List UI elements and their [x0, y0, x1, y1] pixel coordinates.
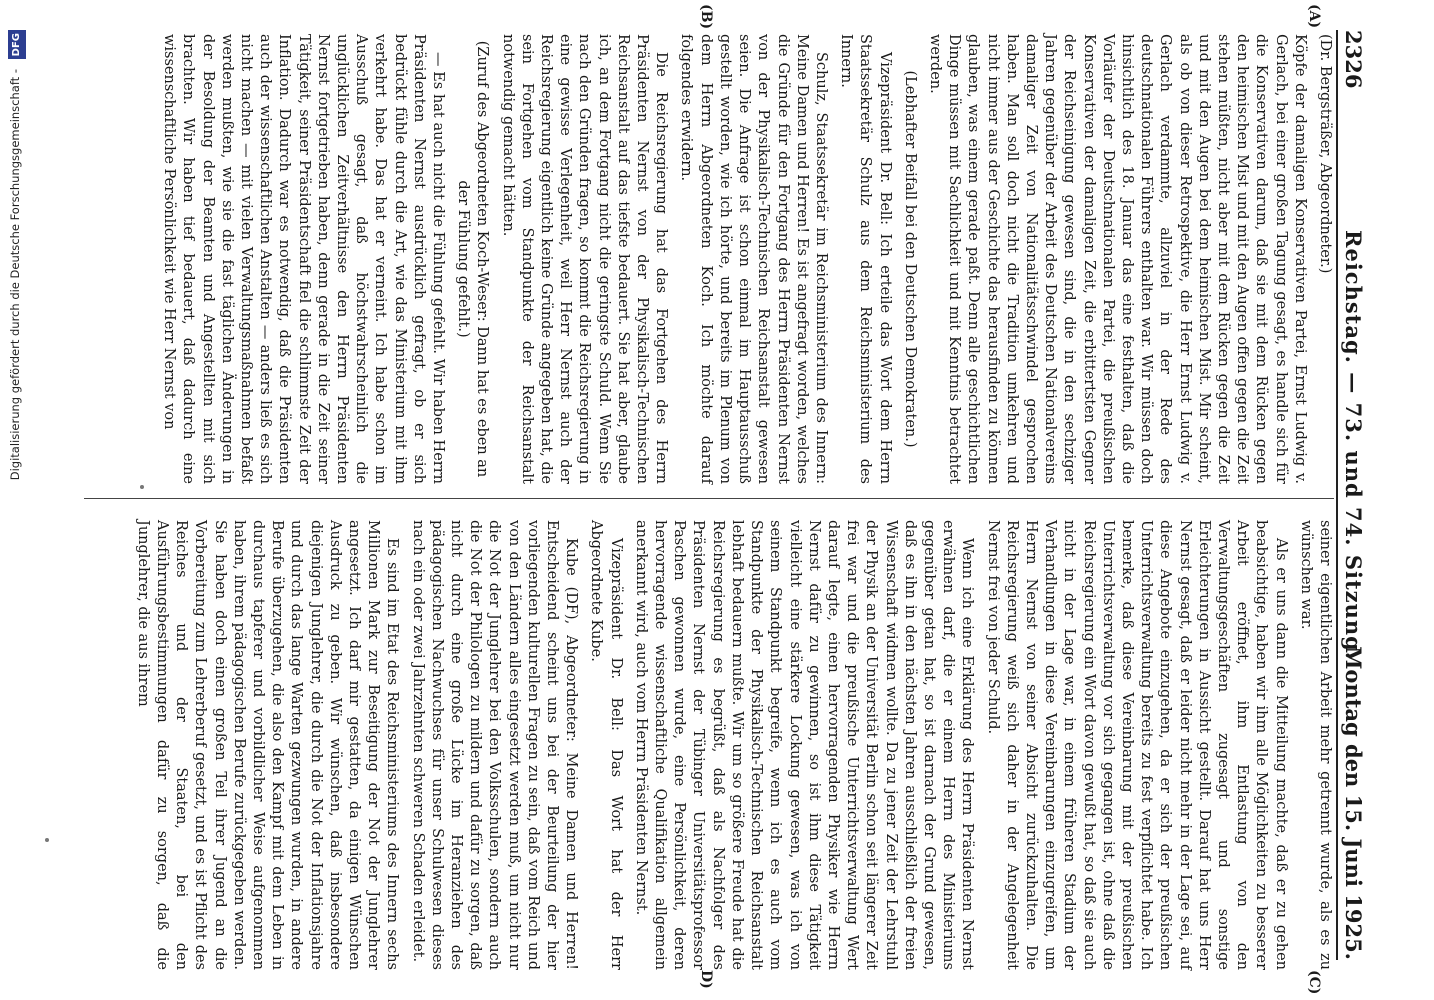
margin-mark-b: (B): [698, 4, 714, 30]
header-rule: [1336, 30, 1338, 960]
right-column: [127, 520, 1334, 970]
page-header: [1332, 30, 1372, 960]
digitization-credit: [6, 30, 24, 990]
paragraph: — Es hat auch nicht die Fühlung gefehlt. Wir haben Herrn Präsidenten Nernst ausdrücklich gefragt, ob er sich bedrückt fühle durch die Art, wie das Ministerium mit ihm verkehrt habe. Das hat er verneint. Ich habe schon im Ausschuß gesagt, daß höchstwahrscheinlich die unglücklichen Zeitverhältnisse den Herrn Präsidenten Nernst fortgetrieben haben, denn gerade in die Zeit seiner Tätigkeit, seiner Präsidentschaft fiel die schlimmste Zeit der Inflation. Dadurch war es notwendig, daß die Präsidenten auch der wissenschaftlichen Anstalten — anders ließ es sich nicht machen — mit vielen Verwaltungsmaßnahmen befaßt werden mußten, wie sie die fast täglichen Änderungen in der Besoldung der Beamten und Angestellten mit sich brachten. Wir haben tief bedauert, daß dadurch eine wissenschaftliche Persönlichkeit wie Herr Nernst von: [161, 34, 447, 484]
session-date: Montag den 15. Juni 1925.: [1341, 646, 1366, 960]
speaker-line: (Dr. Bergsträßer, Abgeordneter.): [1317, 34, 1333, 274]
paragraph: Köpfe der damaligen Konservativen Partei, Ernst Ludwig v. Gerlach, bei einer großen Tagung gesagt, es handle sich für die Konservativen darum, daß sie mit dem Rücken gegen den heimischen Mist und mit den Augen offen gegen die Zeit stehen müßten, nicht aber mit dem Rücken gegen die Zeit und mit den Augen bei dem heimischen Mist. Mir scheint, als ob von dieser Retrospektive, die Herr Ernst Ludwig v. Gerlach verdammte, allzuviel in der Rede des deutschnationalen Führers enthalten war. Wir müssen doch hinsichtlich des 18. Januar das eine festhalten, daß die Vorläufer der Deutschnationalen Partei, die preußischen Konservativen der damaligen Zeit, die erbittertsten Gegner der Reichseinigung gewesen sind, die in den sechziger Jahren gegenüber der Arbeit des Deutschen Nationalvereins damaliger Zeit von Nationalitätsschwindel gesprochen haben. Man soll doch nicht die Tradition umkehren und nicht immer aus der Geschichte das herausfinden zu können glauben, was einem gerade paßt. Denn alle geschichtlichen Dinge müssen mit Sachlichkeit und mit Kenntnis betrachtet werden.: [926, 34, 1308, 484]
vice-president-remark: Vizepräsident Dr. Bell: Ich erteile das Wort dem Herrn Staatssekretär Schulz aus dem Reichsministerium des Innern.: [838, 34, 893, 484]
paragraph: Kube (DF), Abgeordneter: Meine Damen und Herren! Entscheidend scheint uns bei der Beurteilung der hier vorliegenden kulturellen Fragen zu sein, daß vom Reich und von den Ländern alles eingesetzt werden muß, um nicht nur die Not der Junglehrer bei den Volksschulen, sondern auch die Not der Philologen zu mildern und dafür zu sorgen, daß nicht durch eine große Lücke im Heranziehen des pädagogischen Nachwuchses für unser Schulwesen dieses nach ein oder zwei Jahrzehnten schweren Schaden erleidet.: [409, 520, 580, 970]
paragraph: Es sind im Etat des Reichsministeriums des Innern sechs Millionen Mark zur Beseitigung der Not der Junglehrer angesetzt. Ich darf mir gestatten, da einigen Wünschen Ausdruck zu geben. Wir wünschen, daß insbesondere diejenigen Junglehrer, die durch die Not der Inflationsjahre und durch das lange Warten gezwungen wurden, in andere Berufe überzugehen, die also den Kampf mit dem Leben in durchaus tapferer und vorbildlicher Weise aufgenommen haben, ihrem pädagogischen Berufe zurückgegeben werden. Sie haben doch einen großen Teil ihrer Jugend an die Vorbereitung zum Lehrerberuf gesetzt, und es ist Pflicht des Reiches und der Staaten, bei den Ausführungsbestimmungen dafür zu sorgen, daß die Junglehrer, die aus ihrem: [134, 520, 401, 970]
paragraph: seiner eigentlichen Arbeit mehr getrennt wurde, als es zu wünschen war.: [1297, 520, 1333, 970]
paragraph: Wenn ich eine Erklärung des Herrn Präsidenten Nernst erwähnen darf, die er einem Herrn des Ministeriums gegenüber getan hat, so ist darnach der Grund gewesen, daß es ihn in den nächsten Jahren ausschließlich der freien Wissenschaft widmen wollte. Da zu jener Zeit der Lehrstuhl der Physik an der Universität Berlin schon seit längerer Zeit frei war und die preußische Unterrichtsverwaltung Wert darauf legte, einen hervorragenden Physiker wie Herrn Nernst dafür zu gewinnen, so ist ihm diese Tätigkeit vielleicht eine stärkere Lockung gewesen, was ich von seinem Standpunkt begreife, wenn ich es auch vom Standpunkte der Physikalisch-Technischen Reichsanstalt lebhaft bedauern mußte. Wir um so größere Freude hat die Reichsregierung es begrüßt, daß als Nachfolger des Präsidenten Nernst der Tübinger Universitätsprofessor Paschen gewonnen wurde, eine Persönlichkeit, deren hervorragende wissenschaftliche Qualifikation allgemein anerkannt wird, auch vom Herrn Präsidenten Nernst.: [632, 520, 976, 970]
paragraph: Schulz, Staatssekretär im Reichsministerium des Innern: Meine Damen und Herren! Es ist angefragt worden, welches die Gründe für den Fortgang des Herrn Präsidenten Nernst von der Physikalisch-Technischen Reichsanstalt gewesen seien. Die Anfrage ist schon einmal im Hauptausschuß gestellt worden, wie ich hörte, und bereits im Plenum von dem Herrn Abgeordneten Koch. Ich möchte darauf folgendes erwidern.: [678, 34, 829, 484]
digitization-credit-text: [6, 30, 24, 990]
margin-mark-c: (C): [1306, 970, 1322, 995]
paragraph: Die Reichsregierung hat das Fortgehen des Herrn Präsidenten Nernst von der Physikalisch-Technischen Reichsanstalt auf das tiefste bedauert. Sie hat aber, glaube ich, an dem Fortgang nicht die geringste Schuld. Wenn Sie nach den Gründen fragen, so kommt die Reichsregierung in eine gewisse Verlegenheit, weil Herr Nernst auch der Reichsregierung eigentlich keine Gründe angegeben hat, die sein Fortgehen vom Standpunkte der Reichsanstalt notwendig gemacht hätten.: [499, 34, 670, 484]
dfg-logo: DFG: [8, 30, 26, 59]
scan-speck: [45, 838, 49, 842]
applause-note: (Lebhafter Beifall bei den Deutschen Demokraten.): [901, 70, 918, 448]
session-title: Reichstag. — 73. und 74. Sitzung.: [1341, 230, 1366, 661]
credit-label: Digitalisierung gefördert durch die Deutsche Forschungsgemeinschaft -: [8, 69, 22, 481]
interjection-note: (Zuruf des Abgeordneten Koch-Weser: Dann hat es eben an der Fühlung gefehlt.): [455, 40, 491, 478]
left-column: [153, 34, 1334, 484]
margin-mark-a: (A): [1306, 4, 1322, 29]
margin-mark-d: D): [698, 970, 714, 989]
paragraph: Als er uns dann die Mitteilung machte, daß er zu gehen beabsichtige, haben wir ihm alle Möglichkeiten zu besserer Arbeit eröffnet, ihm Entlastung von den Verwaltungsgeschäften zugesagt und sonstige Erleichterungen in Aussicht gestellt. Darauf hat uns Herr Nernst gesagt, daß er leider nicht mehr in der Lage sei, auf diese Angebote einzugehen, da er sich der preußischen Unterrichtsverwaltung bereits zu fest verpflichtet habe. Ich bemerke, daß diese Vereinbarung mit der preußischen Unterrichtsverwaltung vor sich gegangen ist, ohne daß die Reichsregierung ein Wort davon gewußt hat, so daß sie auch nicht in der Lage war, in einem früheren Stadium der Verhandlungen in diese Vereinbarungen einzugreifen, um Herrn Nernst von seiner Absicht zurückzuhalten. Die Reichsregierung weiß sich daher in der Angelegenheit Nernst frei von jeder Schuld.: [984, 520, 1289, 970]
scan-speck: [140, 485, 144, 489]
column-divider: [84, 498, 1334, 499]
page-number: 2326: [1341, 30, 1366, 89]
vice-president-remark: Vizepräsident Dr. Bell: Das Wort hat der Herr Abgeordnete Kube.: [588, 520, 624, 970]
